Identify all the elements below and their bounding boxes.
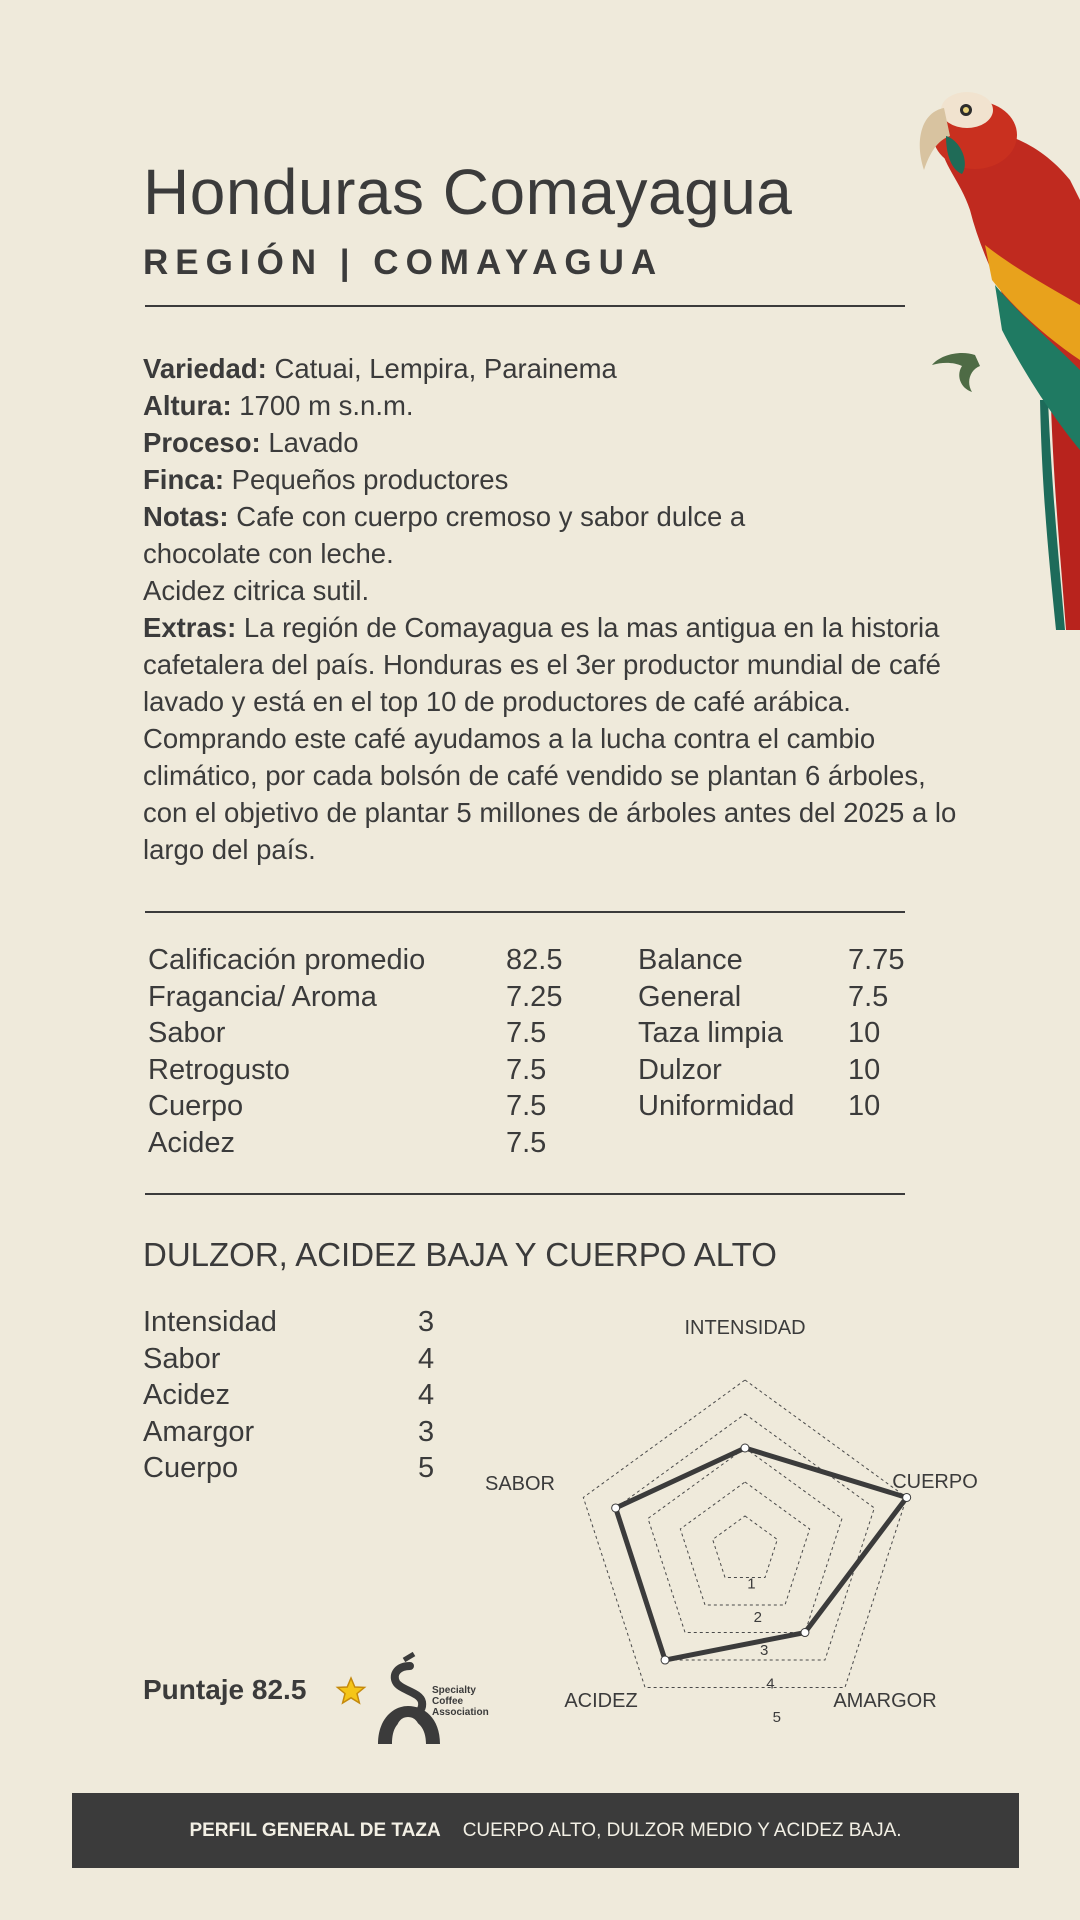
score-value: 7.5 bbox=[506, 1126, 547, 1159]
score-label: Fragancia/ Aroma bbox=[148, 980, 377, 1013]
radar-ring bbox=[680, 1482, 809, 1605]
radar-point-intensidad bbox=[741, 1444, 749, 1452]
detail-value: La región de Comayagua es la mas antigua en la historia cafetalera del país. Honduras es el 3er productor mundial de café lavado y está en el top 10 de productores de café arábica. Comprando este café ayudamos a la lucha contra el cambio climático, por cada bolsón de café vendido se plantan 6 árboles, con el objetivo de plantar 5 millones de árboles antes del 2025 a lo largo del país. bbox=[143, 612, 957, 865]
score-label: Taza limpia bbox=[638, 1017, 784, 1049]
detail-altura bbox=[143, 387, 973, 424]
banner-text: CUERPO ALTO, DULZOR MEDIO Y ACIDEZ BAJA. bbox=[462, 1819, 902, 1841]
flavor-radar-chart bbox=[470, 1310, 978, 1730]
divider bbox=[145, 1193, 905, 1195]
score-summary: Puntaje 82.5 bbox=[143, 1674, 307, 1705]
detail-value: Lavado bbox=[260, 427, 359, 458]
attribute-row bbox=[143, 1450, 434, 1487]
detail-value: 1700 m s.n.m. bbox=[231, 390, 414, 421]
score-value: 7.5 bbox=[506, 1053, 547, 1086]
radar-ring-label: 1 bbox=[747, 1575, 756, 1593]
score-row bbox=[638, 1088, 904, 1125]
radar-point-amargor bbox=[801, 1629, 809, 1637]
sca-text-line: Association bbox=[432, 1707, 489, 1718]
score-row bbox=[148, 1125, 562, 1162]
detail-label: Finca: bbox=[143, 464, 224, 495]
detail-label: Proceso: bbox=[143, 427, 261, 458]
score-value: 10 bbox=[848, 1090, 881, 1122]
radar-ring bbox=[713, 1516, 778, 1578]
score-row bbox=[638, 942, 904, 979]
detail-variedad bbox=[143, 350, 973, 387]
cupping-scores-left bbox=[148, 942, 562, 1161]
axis-label-amargor: AMARGOR bbox=[833, 1690, 937, 1712]
detail-label: Extras: bbox=[143, 612, 237, 643]
score-value: 82.5 bbox=[506, 944, 563, 976]
detail-notas bbox=[143, 498, 843, 572]
score-row bbox=[638, 979, 904, 1016]
score-label: General bbox=[638, 980, 742, 1013]
score-value: 7.5 bbox=[506, 1090, 547, 1122]
attribute-label: Intensidad bbox=[143, 1306, 277, 1338]
radar-ring-label: 2 bbox=[753, 1608, 762, 1626]
score-row bbox=[148, 942, 562, 979]
sca-text-line: Coffee bbox=[432, 1696, 464, 1707]
divider bbox=[145, 305, 905, 307]
attribute-label: Sabor bbox=[143, 1342, 221, 1375]
attribute-label: Acidez bbox=[143, 1379, 231, 1411]
score-row bbox=[148, 1088, 562, 1125]
page-title: Honduras Comayagua bbox=[143, 156, 793, 228]
radar-series bbox=[612, 1444, 911, 1664]
attribute-label: Cuerpo bbox=[143, 1452, 239, 1484]
radar-rings bbox=[583, 1380, 906, 1688]
sca-text-line: Specialty bbox=[432, 1685, 476, 1696]
detail-notas-extra: Acidez citrica sutil. bbox=[143, 575, 370, 606]
radar-ring-label: 4 bbox=[766, 1675, 775, 1693]
profile-attributes bbox=[143, 1304, 434, 1487]
score-value: 7.5 bbox=[848, 980, 889, 1013]
score-label: Acidez bbox=[148, 1126, 236, 1159]
score-row bbox=[638, 1015, 904, 1052]
attribute-row bbox=[143, 1414, 434, 1451]
detail-label: Notas: bbox=[143, 501, 229, 532]
score-value: 10 bbox=[848, 1017, 881, 1049]
attribute-label: Amargor bbox=[143, 1415, 255, 1448]
radar-point-cuerpo bbox=[903, 1493, 911, 1501]
score-label: Cuerpo bbox=[148, 1090, 244, 1122]
attribute-value: 3 bbox=[418, 1306, 435, 1338]
detail-value: Pequeños productores bbox=[223, 464, 509, 495]
attribute-value: 5 bbox=[418, 1452, 435, 1484]
radar-point-acidez bbox=[661, 1656, 669, 1664]
score-value: 7.75 bbox=[848, 944, 905, 976]
score-value: 7.5 bbox=[506, 1017, 547, 1049]
detail-label: Altura: bbox=[143, 390, 232, 421]
score-label: Uniformidad bbox=[638, 1090, 795, 1122]
axis-label-sabor: SABOR bbox=[484, 1473, 556, 1495]
score-row bbox=[148, 1015, 562, 1052]
detail-value: Cafe con cuerpo cremoso y sabor dulce a chocolate con leche. bbox=[143, 501, 746, 569]
score-label: Retrogusto bbox=[148, 1053, 290, 1086]
axis-label-intensidad: INTENSIDAD bbox=[684, 1317, 806, 1339]
axis-label-acidez: ACIDEZ bbox=[564, 1690, 638, 1712]
detail-finca bbox=[143, 461, 973, 498]
detail-extras bbox=[143, 609, 973, 868]
attribute-value: 4 bbox=[418, 1379, 435, 1411]
divider bbox=[145, 911, 905, 913]
radar-point-sabor bbox=[612, 1504, 620, 1512]
attribute-row bbox=[143, 1304, 434, 1341]
score-value: 7.25 bbox=[506, 980, 563, 1013]
detail-label: Variedad: bbox=[143, 353, 267, 384]
score-label: Dulzor bbox=[638, 1053, 722, 1086]
region-subtitle: REGIÓN | COMAYAGUA bbox=[143, 243, 664, 282]
attribute-value: 3 bbox=[418, 1415, 435, 1448]
radar-ring-label: 5 bbox=[772, 1708, 782, 1726]
detail-value: Catuai, Lempira, Parainema bbox=[266, 353, 617, 384]
cupping-scores-right bbox=[638, 942, 904, 1125]
score-label: Sabor bbox=[148, 1017, 226, 1049]
attribute-value: 4 bbox=[418, 1342, 435, 1375]
axis-label-cuerpo: CUERPO bbox=[892, 1471, 978, 1493]
score-label: Calificación promedio bbox=[148, 944, 426, 976]
score-value: 10 bbox=[848, 1053, 881, 1086]
radar-series-line bbox=[616, 1448, 907, 1660]
radar-ring-labels bbox=[747, 1575, 781, 1726]
attribute-row bbox=[143, 1377, 434, 1414]
profile-heading: DULZOR, ACIDEZ BAJA Y CUERPO ALTO bbox=[143, 1236, 777, 1273]
score-row bbox=[148, 979, 562, 1016]
attribute-row bbox=[143, 1341, 434, 1378]
star-icon bbox=[336, 1676, 366, 1706]
radar-ring-label: 3 bbox=[759, 1642, 769, 1660]
coffee-details bbox=[143, 350, 973, 868]
score-row bbox=[638, 1052, 904, 1089]
detail-proceso bbox=[143, 424, 973, 461]
radar-ring bbox=[583, 1380, 906, 1688]
score-row bbox=[148, 1052, 562, 1089]
cup-profile-banner bbox=[72, 1793, 1019, 1868]
banner-label: PERFIL GENERAL DE TAZA bbox=[189, 1819, 441, 1841]
score-label: Balance bbox=[638, 944, 743, 976]
